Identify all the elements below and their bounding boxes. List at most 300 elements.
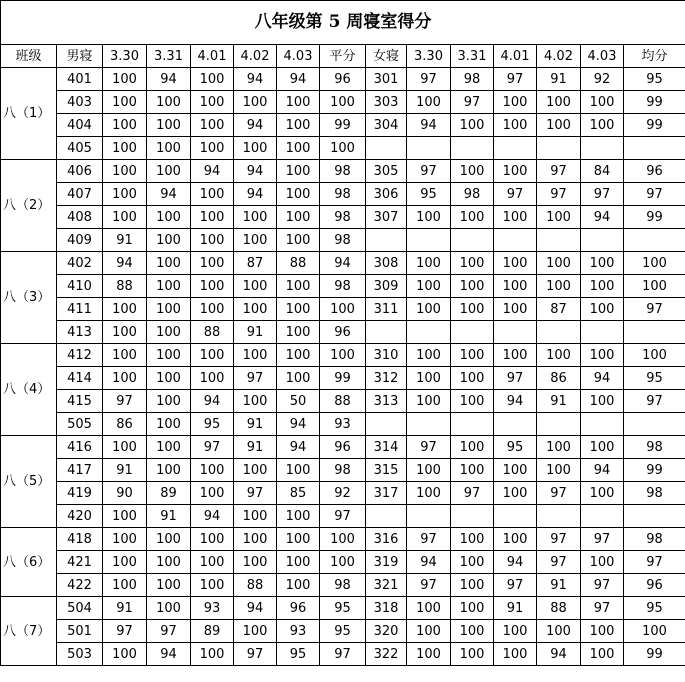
score-cell: 95 [191, 413, 234, 436]
score-cell: 100 [537, 436, 581, 459]
score-cell [581, 137, 624, 160]
class-label: 八（6） [1, 528, 57, 597]
score-cell: 95 [494, 436, 537, 459]
header-cell: 4.02 [234, 45, 277, 68]
boys-dorm-cell: 422 [57, 574, 103, 597]
boys-dorm-cell: 404 [57, 114, 103, 137]
score-cell: 100 [191, 344, 234, 367]
girls-dorm-cell: 320 [366, 620, 407, 643]
table-row [1, 505, 685, 528]
boys-dorm-cell: 417 [57, 459, 103, 482]
girls-avg-cell: 100 [624, 275, 685, 298]
score-cell: 100 [147, 344, 191, 367]
header-cell: 4.02 [537, 45, 581, 68]
score-cell: 100 [537, 252, 581, 275]
table-row [1, 206, 685, 229]
score-cell: 95 [407, 183, 451, 206]
score-cell: 93 [191, 597, 234, 620]
table-row [1, 275, 685, 298]
score-cell: 100 [234, 137, 277, 160]
girls-avg-cell: 100 [624, 252, 685, 275]
score-cell: 100 [277, 528, 320, 551]
score-cell: 96 [277, 597, 320, 620]
score-cell: 97 [103, 390, 147, 413]
score-cell: 100 [581, 390, 624, 413]
score-cell: 100 [234, 551, 277, 574]
table-row [1, 137, 685, 160]
girls-dorm-cell: 316 [366, 528, 407, 551]
girls-dorm-cell: 311 [366, 298, 407, 321]
score-cell: 100 [147, 160, 191, 183]
score-cell: 100 [191, 482, 234, 505]
score-cell: 88 [277, 252, 320, 275]
boys-dorm-cell: 408 [57, 206, 103, 229]
score-cell: 100 [451, 436, 494, 459]
score-cell [407, 321, 451, 344]
girls-avg-cell: 95 [624, 367, 685, 390]
score-cell: 100 [234, 344, 277, 367]
score-cell: 100 [494, 206, 537, 229]
score-cell: 91 [494, 597, 537, 620]
score-cell: 97 [537, 482, 581, 505]
score-cell: 91 [103, 597, 147, 620]
score-cell: 100 [537, 114, 581, 137]
score-cell: 100 [234, 229, 277, 252]
boys-dorm-cell: 407 [57, 183, 103, 206]
boys-avg-cell: 100 [320, 528, 366, 551]
score-cell: 97 [191, 436, 234, 459]
score-cell: 100 [191, 367, 234, 390]
score-cell: 100 [277, 206, 320, 229]
boys-dorm-cell: 401 [57, 68, 103, 91]
girls-dorm-cell: 312 [366, 367, 407, 390]
boys-dorm-cell: 413 [57, 321, 103, 344]
boys-dorm-cell: 416 [57, 436, 103, 459]
class-label: 八（5） [1, 436, 57, 528]
girls-dorm-cell [366, 505, 407, 528]
score-cell: 100 [147, 551, 191, 574]
score-cell: 100 [277, 505, 320, 528]
score-cell: 94 [277, 436, 320, 459]
score-cell: 100 [234, 91, 277, 114]
score-cell: 97 [147, 620, 191, 643]
score-cell [451, 413, 494, 436]
table-row [1, 114, 685, 137]
score-cell [581, 321, 624, 344]
score-cell: 97 [451, 482, 494, 505]
score-cell: 100 [581, 643, 624, 666]
score-cell: 100 [581, 275, 624, 298]
girls-avg-cell: 98 [624, 436, 685, 459]
score-cell: 100 [451, 574, 494, 597]
table-row [1, 252, 685, 275]
score-cell: 100 [234, 275, 277, 298]
score-cell: 100 [191, 551, 234, 574]
header-cell: 4.01 [494, 45, 537, 68]
table-row [1, 367, 685, 390]
score-cell: 100 [147, 528, 191, 551]
score-cell: 100 [407, 643, 451, 666]
score-cell: 100 [234, 459, 277, 482]
score-cell: 94 [234, 114, 277, 137]
boys-dorm-cell: 503 [57, 643, 103, 666]
score-cell: 97 [407, 528, 451, 551]
boys-avg-cell: 100 [320, 91, 366, 114]
score-cell: 100 [103, 344, 147, 367]
score-cell: 100 [147, 114, 191, 137]
girls-avg-cell [624, 137, 685, 160]
score-cell: 97 [494, 367, 537, 390]
boys-avg-cell: 98 [320, 574, 366, 597]
score-cell: 97 [234, 643, 277, 666]
score-cell: 100 [407, 390, 451, 413]
score-cell: 92 [581, 68, 624, 91]
score-cell: 97 [537, 160, 581, 183]
score-cell: 100 [537, 275, 581, 298]
score-cell: 100 [581, 298, 624, 321]
score-cell: 100 [277, 459, 320, 482]
score-cell: 100 [191, 68, 234, 91]
boys-avg-cell: 98 [320, 160, 366, 183]
score-cell: 100 [191, 528, 234, 551]
score-cell: 97 [537, 528, 581, 551]
score-cell: 100 [103, 183, 147, 206]
score-cell: 100 [147, 574, 191, 597]
girls-dorm-cell: 309 [366, 275, 407, 298]
score-cell: 50 [277, 390, 320, 413]
score-cell: 94 [277, 68, 320, 91]
table-row [1, 321, 685, 344]
girls-dorm-cell [366, 321, 407, 344]
score-cell [494, 137, 537, 160]
score-cell: 100 [103, 160, 147, 183]
score-cell: 97 [494, 574, 537, 597]
girls-avg-cell: 95 [624, 597, 685, 620]
score-cell: 100 [234, 505, 277, 528]
score-cell [494, 413, 537, 436]
score-cell: 87 [537, 298, 581, 321]
score-cell: 94 [277, 413, 320, 436]
score-cell: 100 [191, 252, 234, 275]
score-cell: 100 [191, 459, 234, 482]
score-cell: 100 [537, 344, 581, 367]
girls-avg-cell [624, 229, 685, 252]
score-cell: 100 [103, 436, 147, 459]
score-cell: 100 [451, 528, 494, 551]
score-cell: 94 [494, 551, 537, 574]
girls-dorm-cell: 306 [366, 183, 407, 206]
score-cell: 100 [147, 137, 191, 160]
score-cell: 100 [494, 344, 537, 367]
score-cell: 94 [407, 114, 451, 137]
score-cell: 94 [581, 459, 624, 482]
girls-avg-cell: 97 [624, 390, 685, 413]
score-cell [537, 321, 581, 344]
table-row [1, 620, 685, 643]
score-cell: 100 [407, 275, 451, 298]
header-cell: 3.30 [407, 45, 451, 68]
score-cell: 100 [451, 459, 494, 482]
score-cell: 100 [277, 91, 320, 114]
score-cell: 94 [191, 390, 234, 413]
table-row [1, 436, 685, 459]
score-cell: 100 [277, 229, 320, 252]
score-cell: 100 [451, 390, 494, 413]
score-cell: 94 [581, 206, 624, 229]
score-cell: 100 [234, 298, 277, 321]
score-cell: 90 [103, 482, 147, 505]
score-cell: 100 [494, 298, 537, 321]
score-cell: 94 [147, 643, 191, 666]
score-cell: 91 [234, 413, 277, 436]
boys-dorm-cell: 409 [57, 229, 103, 252]
score-cell: 100 [277, 298, 320, 321]
score-cell: 100 [191, 206, 234, 229]
girls-dorm-cell: 315 [366, 459, 407, 482]
score-cell: 100 [277, 551, 320, 574]
boys-avg-cell: 98 [320, 459, 366, 482]
score-cell: 100 [147, 367, 191, 390]
score-cell: 100 [581, 91, 624, 114]
table-row [1, 160, 685, 183]
score-cell: 100 [277, 574, 320, 597]
score-cell: 100 [147, 206, 191, 229]
class-label: 八（1） [1, 68, 57, 160]
boys-dorm-cell: 412 [57, 344, 103, 367]
table-row [1, 390, 685, 413]
score-cell: 100 [147, 275, 191, 298]
boys-avg-cell: 100 [320, 298, 366, 321]
boys-dorm-cell: 505 [57, 413, 103, 436]
score-cell: 89 [147, 482, 191, 505]
page-title: 八年级第 5 周寝室得分 [1, 1, 685, 45]
girls-dorm-cell: 313 [366, 390, 407, 413]
score-cell: 100 [494, 252, 537, 275]
table-row [1, 183, 685, 206]
score-cell: 100 [537, 206, 581, 229]
score-cell [407, 413, 451, 436]
score-cell [407, 505, 451, 528]
score-cell: 97 [103, 620, 147, 643]
score-cell: 97 [234, 482, 277, 505]
score-cell: 100 [234, 390, 277, 413]
score-cell: 100 [407, 620, 451, 643]
table-row [1, 528, 685, 551]
boys-avg-cell: 88 [320, 390, 366, 413]
table-row [1, 482, 685, 505]
header-cell: 4.03 [581, 45, 624, 68]
score-cell: 100 [451, 367, 494, 390]
score-cell [407, 137, 451, 160]
score-cell: 100 [581, 252, 624, 275]
boys-avg-cell: 98 [320, 229, 366, 252]
score-cell: 100 [494, 643, 537, 666]
score-cell [451, 137, 494, 160]
score-cell: 100 [407, 482, 451, 505]
girls-avg-cell: 99 [624, 206, 685, 229]
score-cell [494, 321, 537, 344]
boys-dorm-cell: 418 [57, 528, 103, 551]
girls-avg-cell: 97 [624, 183, 685, 206]
score-cell: 91 [147, 505, 191, 528]
girls-avg-cell: 99 [624, 643, 685, 666]
header-cell: 女寝 [366, 45, 407, 68]
score-cell: 97 [407, 160, 451, 183]
table-row [1, 551, 685, 574]
score-cell: 100 [147, 459, 191, 482]
score-cell: 89 [191, 620, 234, 643]
header-row [1, 45, 685, 68]
score-cell: 100 [407, 298, 451, 321]
class-label: 八（2） [1, 160, 57, 252]
girls-avg-cell: 95 [624, 68, 685, 91]
score-cell: 100 [451, 114, 494, 137]
table-row [1, 229, 685, 252]
girls-avg-cell: 96 [624, 160, 685, 183]
score-cell [451, 505, 494, 528]
girls-dorm-cell: 319 [366, 551, 407, 574]
score-cell: 94 [407, 551, 451, 574]
score-cell: 100 [494, 482, 537, 505]
score-cell: 84 [581, 160, 624, 183]
boys-dorm-cell: 504 [57, 597, 103, 620]
header-cell: 3.31 [147, 45, 191, 68]
header-cell: 4.03 [277, 45, 320, 68]
girls-dorm-cell: 322 [366, 643, 407, 666]
score-cell: 97 [407, 436, 451, 459]
girls-dorm-cell: 304 [366, 114, 407, 137]
girls-avg-cell: 96 [624, 574, 685, 597]
boys-avg-cell: 98 [320, 183, 366, 206]
score-cell: 100 [103, 298, 147, 321]
score-cell: 100 [451, 344, 494, 367]
score-cell: 100 [191, 275, 234, 298]
class-label: 八（3） [1, 252, 57, 344]
score-cell: 97 [494, 68, 537, 91]
score-cell: 100 [581, 482, 624, 505]
score-cell: 94 [234, 183, 277, 206]
class-label: 八（4） [1, 344, 57, 436]
score-cell: 100 [407, 206, 451, 229]
girls-avg-cell [624, 321, 685, 344]
score-cell: 93 [277, 620, 320, 643]
girls-avg-cell: 97 [624, 298, 685, 321]
score-cell: 100 [147, 229, 191, 252]
score-cell: 95 [277, 643, 320, 666]
table-row [1, 574, 685, 597]
boys-avg-cell: 92 [320, 482, 366, 505]
score-cell: 100 [103, 68, 147, 91]
score-cell [494, 229, 537, 252]
score-cell: 100 [451, 160, 494, 183]
girls-dorm-cell: 318 [366, 597, 407, 620]
score-cell: 94 [147, 183, 191, 206]
score-cell: 100 [147, 321, 191, 344]
score-cell: 85 [277, 482, 320, 505]
score-cell: 100 [494, 620, 537, 643]
score-cell [537, 505, 581, 528]
header-cell: 3.31 [451, 45, 494, 68]
girls-dorm-cell: 310 [366, 344, 407, 367]
score-cell [494, 505, 537, 528]
girls-dorm-cell [366, 137, 407, 160]
score-cell: 100 [103, 643, 147, 666]
score-cell: 100 [494, 275, 537, 298]
boys-avg-cell: 99 [320, 114, 366, 137]
score-cell: 100 [147, 252, 191, 275]
girls-avg-cell: 97 [624, 551, 685, 574]
score-cell: 91 [234, 436, 277, 459]
score-cell: 100 [103, 551, 147, 574]
score-cell: 100 [147, 91, 191, 114]
score-cell: 100 [147, 436, 191, 459]
boys-dorm-cell: 420 [57, 505, 103, 528]
girls-dorm-cell: 314 [366, 436, 407, 459]
score-cell: 97 [537, 183, 581, 206]
boys-avg-cell: 96 [320, 68, 366, 91]
score-cell: 94 [191, 505, 234, 528]
score-cell: 100 [407, 91, 451, 114]
score-cell: 100 [103, 574, 147, 597]
score-cell: 94 [147, 68, 191, 91]
girls-avg-cell: 99 [624, 91, 685, 114]
score-cell: 100 [103, 505, 147, 528]
table-row [1, 459, 685, 482]
score-cell: 100 [581, 436, 624, 459]
score-cell: 100 [451, 275, 494, 298]
boys-dorm-cell: 421 [57, 551, 103, 574]
score-cell: 100 [581, 551, 624, 574]
score-cell: 97 [581, 183, 624, 206]
score-cell: 100 [103, 114, 147, 137]
score-cell: 88 [234, 574, 277, 597]
boys-dorm-cell: 501 [57, 620, 103, 643]
table-row [1, 68, 685, 91]
score-cell: 100 [103, 137, 147, 160]
score-cell: 100 [451, 252, 494, 275]
score-cell: 100 [451, 643, 494, 666]
boys-dorm-cell: 402 [57, 252, 103, 275]
score-cell [581, 229, 624, 252]
girls-dorm-cell: 305 [366, 160, 407, 183]
score-cell: 86 [537, 367, 581, 390]
girls-dorm-cell: 317 [366, 482, 407, 505]
score-cell: 100 [103, 367, 147, 390]
boys-avg-cell: 100 [320, 344, 366, 367]
boys-avg-cell: 99 [320, 367, 366, 390]
boys-dorm-cell: 405 [57, 137, 103, 160]
score-cell: 100 [103, 206, 147, 229]
score-cell: 91 [103, 229, 147, 252]
score-cell: 100 [234, 528, 277, 551]
score-cell: 100 [191, 574, 234, 597]
boys-dorm-cell: 403 [57, 91, 103, 114]
score-cell: 100 [407, 344, 451, 367]
boys-avg-cell: 98 [320, 206, 366, 229]
score-cell: 100 [277, 114, 320, 137]
table-row [1, 413, 685, 436]
score-cell: 100 [451, 597, 494, 620]
score-cell: 100 [451, 620, 494, 643]
score-cell: 100 [277, 344, 320, 367]
score-cell: 86 [103, 413, 147, 436]
score-cell: 100 [581, 114, 624, 137]
score-cell: 97 [581, 528, 624, 551]
score-cell: 100 [407, 252, 451, 275]
score-cell: 98 [451, 68, 494, 91]
score-cell: 100 [191, 114, 234, 137]
header-cell: 4.01 [191, 45, 234, 68]
